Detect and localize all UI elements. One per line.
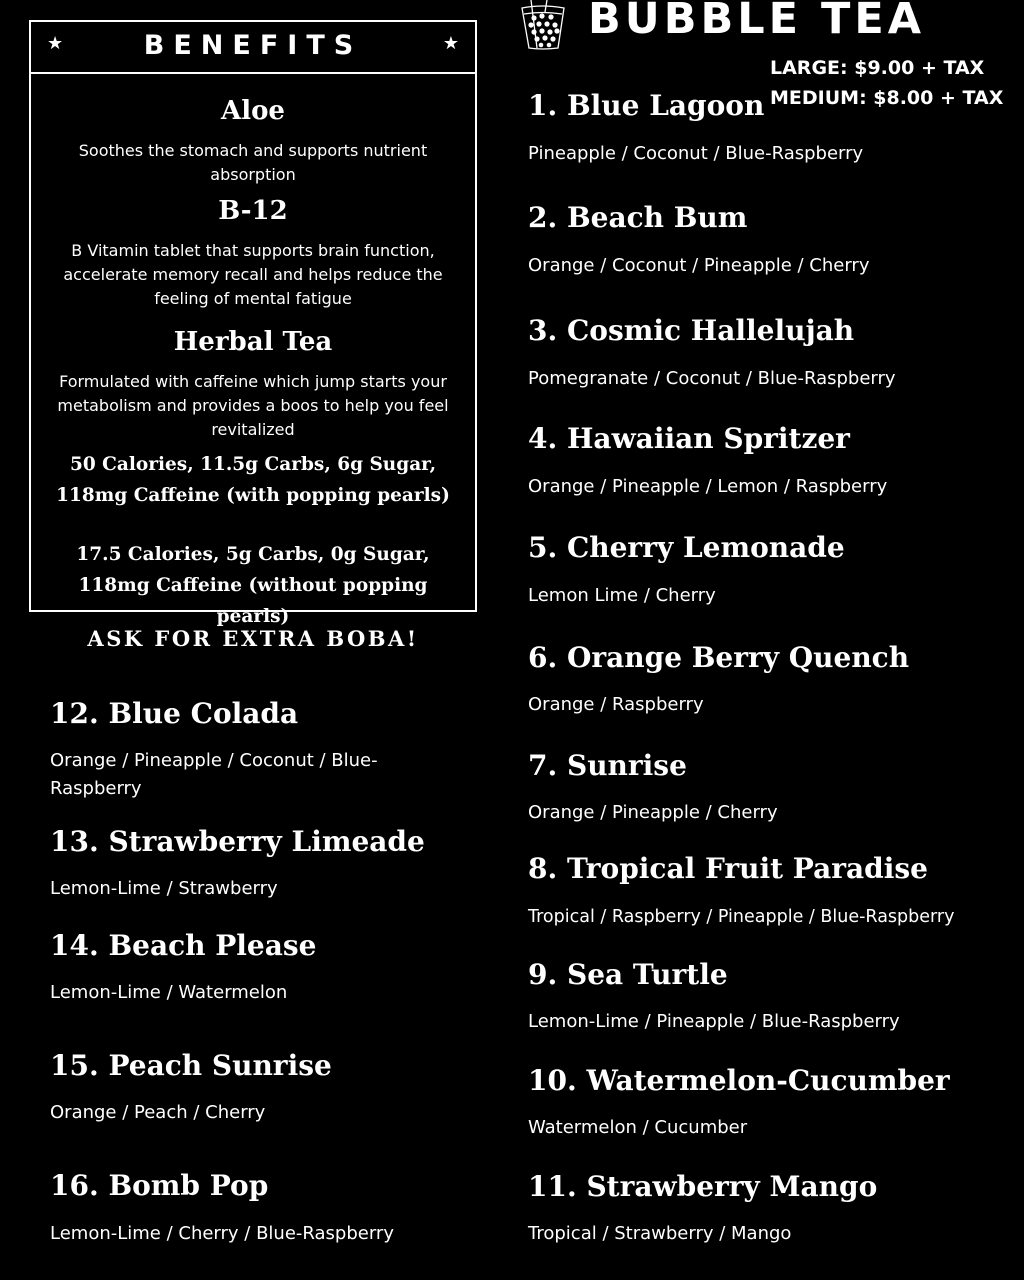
- benefit-name-b12: B-12: [218, 196, 288, 226]
- menu-item-flavors: Watermelon / Cucumber: [528, 1117, 748, 1138]
- price-medium: MEDIUM: $8.00 + TAX: [770, 87, 1004, 109]
- menu-item-flavors: Lemon-Lime / Cherry / Blue-Raspberry: [50, 1223, 394, 1244]
- menu-item-name: 15. Peach Sunrise: [50, 1049, 332, 1082]
- nutrition-with-pearls: 50 Calories, 11.5g Carbs, 6g Sugar, 118mg Caffeine (with popping pearls): [56, 454, 450, 506]
- nutrition-without-pearls: 17.5 Calories, 5g Carbs, 0g Sugar, 118mg Caffeine (without popping pearls): [76, 544, 430, 627]
- menu-item-flavors: Orange / Peach / Cherry: [50, 1102, 266, 1123]
- menu-item-name: 5. Cherry Lemonade: [528, 531, 845, 564]
- menu-item-name: 4. Hawaiian Spritzer: [528, 422, 850, 455]
- menu-item-name: 6. Orange Berry Quench: [528, 641, 910, 674]
- menu-item-flavors: Lemon Lime / Cherry: [528, 585, 716, 606]
- benefit-desc-herbal-tea: Formulated with caffeine which jump starts your metabolism and provides a boos to help you feel revitalized: [57, 372, 449, 439]
- benefit-name-aloe: Aloe: [221, 96, 285, 126]
- menu-item-flavors: Lemon-Lime / Watermelon: [50, 982, 288, 1003]
- menu-item-flavors: Tropical / Strawberry / Mango: [528, 1223, 792, 1244]
- menu-item-flavors: Orange / Pineapple / Coconut / Blue-Raspberry: [50, 750, 378, 799]
- menu-item-name: 13. Strawberry Limeade: [50, 825, 425, 858]
- menu-item-flavors: Lemon-Lime / Pineapple / Blue-Raspberry: [528, 1011, 900, 1032]
- menu-item-name: 12. Blue Colada: [50, 697, 299, 730]
- benefits-panel: [29, 20, 477, 627]
- menu-item-name: 11. Strawberry Mango: [528, 1170, 878, 1203]
- benefit-desc-b12: B Vitamin tablet that supports brain function, accelerate memory recall and helps reduce the feeling of mental fatigue: [63, 241, 443, 308]
- menu-item-flavors: Tropical / Raspberry / Pineapple / Blue-Raspberry: [528, 907, 955, 927]
- menu-item-name: 9. Sea Turtle: [528, 958, 728, 991]
- menu-item-flavors: Orange / Pineapple / Cherry: [528, 802, 778, 823]
- extra-boba-note: ASK FOR EXTRA BOBA!: [87, 626, 419, 651]
- bubble-tea-cup-icon: [518, 0, 566, 50]
- benefit-desc-aloe: Soothes the stomach and supports nutrient absorption: [78, 141, 428, 184]
- price-large: LARGE: $9.00 + TAX: [770, 57, 985, 79]
- star-icon: ★: [47, 33, 64, 54]
- menu-item-name: 10. Watermelon-Cucumber: [528, 1064, 950, 1097]
- menu-item-name: 2. Beach Bum: [528, 201, 748, 234]
- menu-item-name: 16. Bomb Pop: [50, 1169, 269, 1202]
- menu-item-flavors: Orange / Raspberry: [528, 694, 704, 715]
- benefit-name-herbal-tea: Herbal Tea: [173, 327, 333, 357]
- menu-item-flavors: Pomegranate / Coconut / Blue-Raspberry: [528, 368, 896, 389]
- menu-item-flavors: Orange / Pineapple / Lemon / Raspberry: [528, 476, 888, 497]
- menu-item-name: 3. Cosmic Hallelujah: [528, 314, 855, 347]
- menu-item-name: 8. Tropical Fruit Paradise: [528, 852, 928, 885]
- bubble-tea-title: BUBBLE TEA: [588, 0, 925, 44]
- menu-item-name: 14. Beach Please: [50, 929, 317, 962]
- star-icon: ★: [442, 33, 459, 54]
- menu-item-name: 1. Blue Lagoon: [528, 89, 765, 122]
- benefits-title: BENEFITS: [143, 30, 363, 61]
- benefits-header: [31, 22, 475, 74]
- menu-item-flavors: Lemon-Lime / Strawberry: [50, 878, 278, 899]
- menu-item-flavors: Orange / Coconut / Pineapple / Cherry: [528, 255, 870, 276]
- menu-item-flavors: Pineapple / Coconut / Blue-Raspberry: [528, 143, 864, 164]
- menu-item-name: 7. Sunrise: [528, 749, 687, 782]
